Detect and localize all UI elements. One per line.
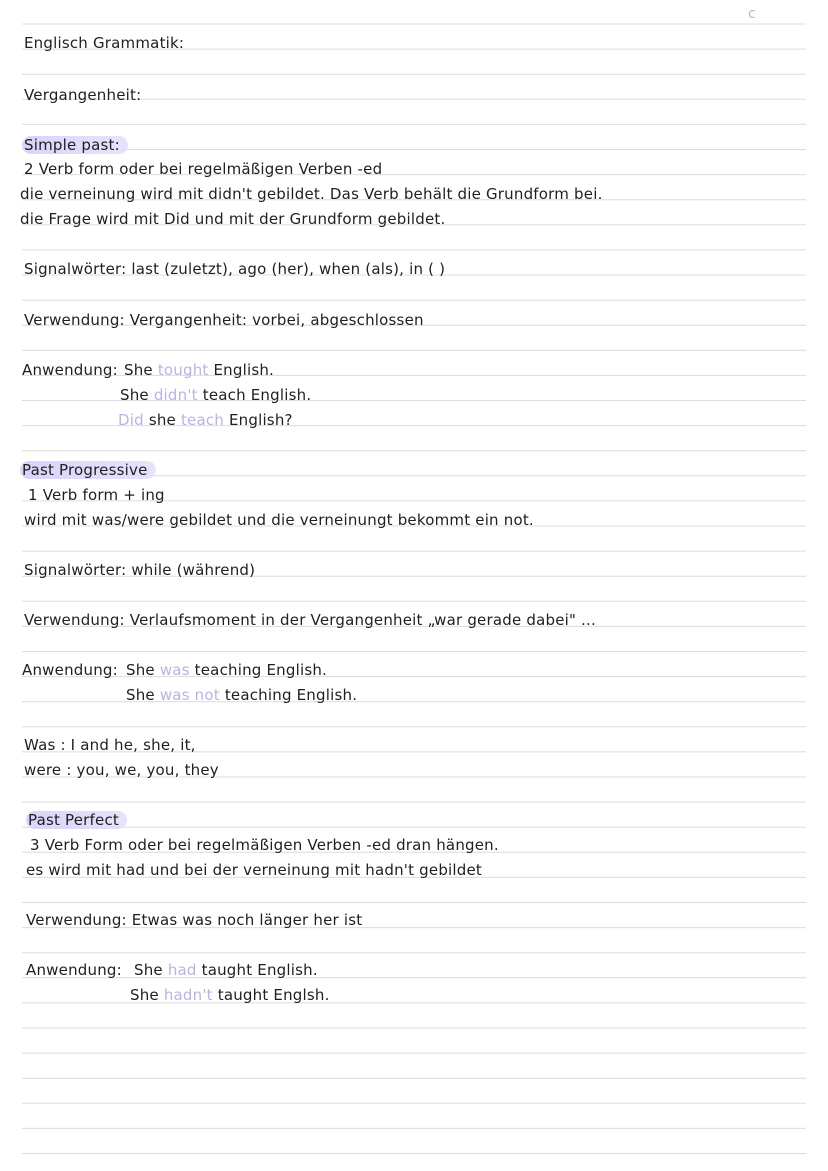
past-progressive-usage: Verwendung: Verlaufsmoment in der Vergangenheit „war gerade dabei" ... [24, 611, 596, 629]
simple-past-signal: Signalwörter: last (zuletzt), ago (her), when (als), in ( ) [24, 260, 446, 278]
were-usage-line: were : you, we, you, they [24, 761, 219, 779]
simple-past-app-label: Anwendung: [22, 361, 118, 379]
was-usage-line: Was : I and he, she, it, [24, 736, 196, 754]
simple-past-example-1: She tought English. [124, 361, 275, 379]
past-progressive-app-label: Anwendung: [22, 661, 118, 679]
simple-past-heading: Simple past: [24, 136, 128, 154]
simple-past-example-2: She didn't teach English. [120, 386, 312, 404]
past-progressive-heading: Past Progressive [22, 461, 156, 479]
simple-past-line3: die Frage wird mit Did und mit der Grundform gebildet. [20, 210, 446, 228]
past-perfect-line1: 3 Verb Form oder bei regelmäßigen Verben -ed dran hängen. [30, 836, 499, 854]
past-perfect-heading: Past Perfect [28, 811, 127, 829]
simple-past-line2: die verneinung wird mit didn't gebildet. Das Verb behält die Grundform bei. [20, 185, 603, 203]
past-perfect-usage: Verwendung: Etwas was noch länger her ist [26, 911, 363, 929]
page-title: Englisch Grammatik: [24, 34, 185, 52]
heading-past: Vergangenheit: [24, 86, 142, 104]
past-progressive-line2: wird mit was/were gebildet und die verneinungt bekommt ein not. [24, 511, 534, 529]
corner-mark: c [748, 6, 756, 22]
past-perfect-example-1: She had taught English. [134, 961, 318, 979]
simple-past-usage: Verwendung: Vergangenheit: vorbei, abgeschlossen [24, 311, 424, 329]
past-progressive-example-2: She was not teaching English. [126, 686, 358, 704]
past-perfect-example-2: She hadn't taught Englsh. [130, 986, 330, 1004]
past-perfect-app-label: Anwendung: [26, 961, 122, 979]
past-perfect-line2: es wird mit had und bei der verneinung mit hadn't gebildet [26, 861, 483, 879]
simple-past-example-3: Did she teach English? [118, 411, 293, 429]
past-progressive-example-1: She was teaching English. [126, 661, 328, 679]
simple-past-line1: 2 Verb form oder bei regelmäßigen Verben -ed [24, 160, 383, 178]
past-progressive-line1: 1 Verb form + ing [28, 486, 165, 504]
past-progressive-signal: Signalwörter: while (während) [24, 561, 256, 579]
